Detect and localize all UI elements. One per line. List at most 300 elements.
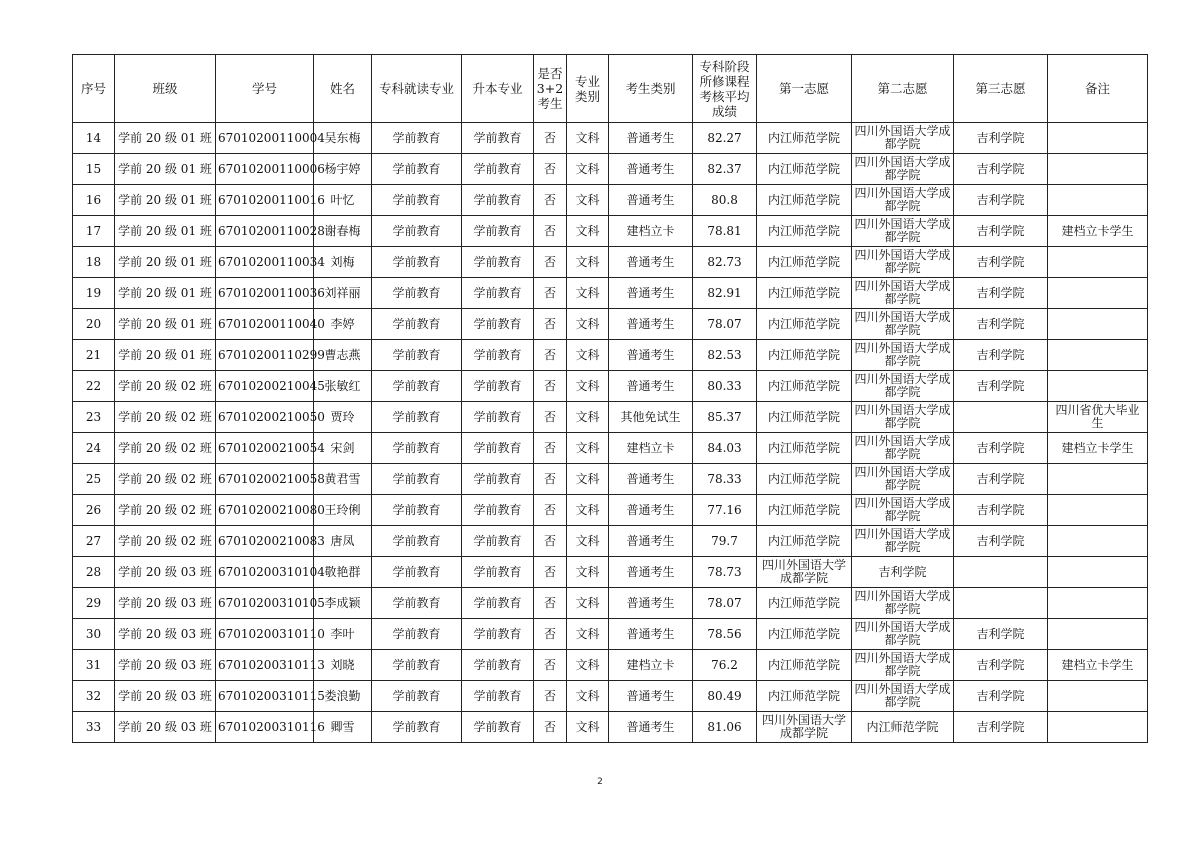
college-major-cell: 学前教育 bbox=[372, 712, 462, 743]
subject-type-cell: 文科 bbox=[567, 681, 609, 712]
college-major-cell: 学前教育 bbox=[372, 185, 462, 216]
target-major-cell: 学前教育 bbox=[462, 588, 534, 619]
average-score-cell: 78.56 bbox=[693, 619, 757, 650]
class-cell: 学前 20 级 02 班 bbox=[115, 464, 216, 495]
average-score-cell: 78.07 bbox=[693, 309, 757, 340]
class-cell: 学前 20 级 03 班 bbox=[115, 650, 216, 681]
index-cell: 30 bbox=[73, 619, 115, 650]
college-major-cell: 学前教育 bbox=[372, 247, 462, 278]
subject-type-cell: 文科 bbox=[567, 278, 609, 309]
header-candidate-type: 考生类别 bbox=[609, 55, 693, 123]
first-choice-cell: 内江师范学院 bbox=[757, 681, 852, 712]
header-name: 姓名 bbox=[314, 55, 372, 123]
target-major-cell: 学前教育 bbox=[462, 278, 534, 309]
remarks-cell bbox=[1048, 557, 1148, 588]
index-cell: 26 bbox=[73, 495, 115, 526]
average-score-cell: 81.06 bbox=[693, 712, 757, 743]
third-choice-cell: 吉利学院 bbox=[954, 681, 1048, 712]
page-number: 2 bbox=[597, 777, 603, 787]
header-college-major: 专科就读专业 bbox=[372, 55, 462, 123]
average-score-cell: 80.8 bbox=[693, 185, 757, 216]
second-choice-cell: 吉利学院 bbox=[852, 557, 954, 588]
index-cell: 29 bbox=[73, 588, 115, 619]
remarks-cell: 建档立卡学生 bbox=[1048, 650, 1148, 681]
table-row bbox=[73, 309, 1148, 340]
third-choice-cell: 吉利学院 bbox=[954, 247, 1048, 278]
subject-type-cell: 文科 bbox=[567, 526, 609, 557]
target-major-cell: 学前教育 bbox=[462, 712, 534, 743]
second-choice-cell: 四川外国语大学成都学院 bbox=[852, 371, 954, 402]
college-major-cell: 学前教育 bbox=[372, 464, 462, 495]
candidate-type-cell: 普通考生 bbox=[609, 712, 693, 743]
index-cell: 18 bbox=[73, 247, 115, 278]
college-major-cell: 学前教育 bbox=[372, 371, 462, 402]
third-choice-cell: 吉利学院 bbox=[954, 123, 1048, 154]
student-id-cell: 67010200110034 bbox=[216, 247, 314, 278]
class-cell: 学前 20 级 02 班 bbox=[115, 433, 216, 464]
third-choice-cell: 吉利学院 bbox=[954, 154, 1048, 185]
3plus2-cell: 否 bbox=[534, 588, 567, 619]
college-major-cell: 学前教育 bbox=[372, 557, 462, 588]
name-cell: 谢春梅 bbox=[314, 216, 372, 247]
3plus2-cell: 否 bbox=[534, 371, 567, 402]
class-cell: 学前 20 级 01 班 bbox=[115, 123, 216, 154]
subject-type-cell: 文科 bbox=[567, 712, 609, 743]
second-choice-cell: 四川外国语大学成都学院 bbox=[852, 154, 954, 185]
subject-type-cell: 文科 bbox=[567, 340, 609, 371]
table-header-row bbox=[73, 55, 1148, 123]
first-choice-cell: 内江师范学院 bbox=[757, 340, 852, 371]
header-third-choice: 第三志愿 bbox=[954, 55, 1048, 123]
3plus2-cell: 否 bbox=[534, 464, 567, 495]
name-cell: 刘晓 bbox=[314, 650, 372, 681]
student-id-cell: 67010200310113 bbox=[216, 650, 314, 681]
student-id-cell: 67010200210058 bbox=[216, 464, 314, 495]
first-choice-cell: 内江师范学院 bbox=[757, 464, 852, 495]
table-row bbox=[73, 588, 1148, 619]
index-cell: 28 bbox=[73, 557, 115, 588]
subject-type-cell: 文科 bbox=[567, 495, 609, 526]
remarks-cell bbox=[1048, 185, 1148, 216]
student-application-table bbox=[72, 54, 1148, 743]
subject-type-cell: 文科 bbox=[567, 185, 609, 216]
remarks-cell bbox=[1048, 123, 1148, 154]
student-id-cell: 67010200110040 bbox=[216, 309, 314, 340]
student-id-cell: 67010200110036 bbox=[216, 278, 314, 309]
subject-type-cell: 文科 bbox=[567, 650, 609, 681]
average-score-cell: 82.53 bbox=[693, 340, 757, 371]
third-choice-cell: 吉利学院 bbox=[954, 216, 1048, 247]
3plus2-cell: 否 bbox=[534, 712, 567, 743]
name-cell: 杨宇婷 bbox=[314, 154, 372, 185]
subject-type-cell: 文科 bbox=[567, 619, 609, 650]
table-row bbox=[73, 185, 1148, 216]
candidate-type-cell: 普通考生 bbox=[609, 495, 693, 526]
second-choice-cell: 四川外国语大学成都学院 bbox=[852, 247, 954, 278]
student-id-cell: 67010200310115 bbox=[216, 681, 314, 712]
header-index: 序号 bbox=[73, 55, 115, 123]
index-cell: 16 bbox=[73, 185, 115, 216]
candidate-type-cell: 普通考生 bbox=[609, 681, 693, 712]
target-major-cell: 学前教育 bbox=[462, 247, 534, 278]
class-cell: 学前 20 级 01 班 bbox=[115, 309, 216, 340]
average-score-cell: 82.91 bbox=[693, 278, 757, 309]
subject-type-cell: 文科 bbox=[567, 433, 609, 464]
remarks-cell bbox=[1048, 681, 1148, 712]
first-choice-cell: 内江师范学院 bbox=[757, 278, 852, 309]
subject-type-cell: 文科 bbox=[567, 309, 609, 340]
index-cell: 19 bbox=[73, 278, 115, 309]
student-id-cell: 67010200210083 bbox=[216, 526, 314, 557]
target-major-cell: 学前教育 bbox=[462, 681, 534, 712]
class-cell: 学前 20 级 03 班 bbox=[115, 712, 216, 743]
name-cell: 李婷 bbox=[314, 309, 372, 340]
third-choice-cell: 吉利学院 bbox=[954, 433, 1048, 464]
student-id-cell: 67010200210045 bbox=[216, 371, 314, 402]
3plus2-cell: 否 bbox=[534, 247, 567, 278]
student-id-cell: 67010200110016 bbox=[216, 185, 314, 216]
second-choice-cell: 四川外国语大学成都学院 bbox=[852, 526, 954, 557]
name-cell: 李成颖 bbox=[314, 588, 372, 619]
3plus2-cell: 否 bbox=[534, 185, 567, 216]
candidate-type-cell: 普通考生 bbox=[609, 588, 693, 619]
first-choice-cell: 内江师范学院 bbox=[757, 309, 852, 340]
table-row bbox=[73, 433, 1148, 464]
target-major-cell: 学前教育 bbox=[462, 464, 534, 495]
third-choice-cell: 吉利学院 bbox=[954, 526, 1048, 557]
third-choice-cell bbox=[954, 557, 1048, 588]
name-cell: 黄君雪 bbox=[314, 464, 372, 495]
second-choice-cell: 四川外国语大学成都学院 bbox=[852, 681, 954, 712]
average-score-cell: 80.49 bbox=[693, 681, 757, 712]
third-choice-cell bbox=[954, 402, 1048, 433]
subject-type-cell: 文科 bbox=[567, 247, 609, 278]
second-choice-cell: 四川外国语大学成都学院 bbox=[852, 123, 954, 154]
average-score-cell: 79.7 bbox=[693, 526, 757, 557]
college-major-cell: 学前教育 bbox=[372, 309, 462, 340]
first-choice-cell: 内江师范学院 bbox=[757, 216, 852, 247]
3plus2-cell: 否 bbox=[534, 402, 567, 433]
3plus2-cell: 否 bbox=[534, 216, 567, 247]
name-cell: 叶忆 bbox=[314, 185, 372, 216]
table-row bbox=[73, 557, 1148, 588]
first-choice-cell: 内江师范学院 bbox=[757, 588, 852, 619]
candidate-type-cell: 普通考生 bbox=[609, 278, 693, 309]
3plus2-cell: 否 bbox=[534, 557, 567, 588]
subject-type-cell: 文科 bbox=[567, 402, 609, 433]
student-id-cell: 67010200210050 bbox=[216, 402, 314, 433]
student-id-cell: 67010200310110 bbox=[216, 619, 314, 650]
college-major-cell: 学前教育 bbox=[372, 340, 462, 371]
candidate-type-cell: 普通考生 bbox=[609, 247, 693, 278]
name-cell: 刘祥丽 bbox=[314, 278, 372, 309]
student-id-cell: 67010200210080 bbox=[216, 495, 314, 526]
class-cell: 学前 20 级 02 班 bbox=[115, 526, 216, 557]
third-choice-cell: 吉利学院 bbox=[954, 619, 1048, 650]
class-cell: 学前 20 级 03 班 bbox=[115, 619, 216, 650]
second-choice-cell: 内江师范学院 bbox=[852, 712, 954, 743]
target-major-cell: 学前教育 bbox=[462, 526, 534, 557]
subject-type-cell: 文科 bbox=[567, 371, 609, 402]
index-cell: 17 bbox=[73, 216, 115, 247]
candidate-type-cell: 普通考生 bbox=[609, 557, 693, 588]
average-score-cell: 80.33 bbox=[693, 371, 757, 402]
first-choice-cell: 四川外国语大学成都学院 bbox=[757, 557, 852, 588]
target-major-cell: 学前教育 bbox=[462, 619, 534, 650]
average-score-cell: 85.37 bbox=[693, 402, 757, 433]
second-choice-cell: 四川外国语大学成都学院 bbox=[852, 185, 954, 216]
subject-type-cell: 文科 bbox=[567, 557, 609, 588]
remarks-cell bbox=[1048, 154, 1148, 185]
name-cell: 刘梅 bbox=[314, 247, 372, 278]
class-cell: 学前 20 级 02 班 bbox=[115, 402, 216, 433]
remarks-cell: 建档立卡学生 bbox=[1048, 216, 1148, 247]
index-cell: 25 bbox=[73, 464, 115, 495]
first-choice-cell: 内江师范学院 bbox=[757, 619, 852, 650]
first-choice-cell: 内江师范学院 bbox=[757, 495, 852, 526]
name-cell: 曹志燕 bbox=[314, 340, 372, 371]
header-first-choice: 第一志愿 bbox=[757, 55, 852, 123]
target-major-cell: 学前教育 bbox=[462, 650, 534, 681]
index-cell: 31 bbox=[73, 650, 115, 681]
header-average-score: 专科阶段所修课程考核平均成绩 bbox=[693, 55, 757, 123]
remarks-cell bbox=[1048, 588, 1148, 619]
third-choice-cell: 吉利学院 bbox=[954, 371, 1048, 402]
first-choice-cell: 内江师范学院 bbox=[757, 402, 852, 433]
target-major-cell: 学前教育 bbox=[462, 371, 534, 402]
second-choice-cell: 四川外国语大学成都学院 bbox=[852, 464, 954, 495]
remarks-cell bbox=[1048, 712, 1148, 743]
3plus2-cell: 否 bbox=[534, 123, 567, 154]
target-major-cell: 学前教育 bbox=[462, 433, 534, 464]
first-choice-cell: 内江师范学院 bbox=[757, 123, 852, 154]
table-row bbox=[73, 371, 1148, 402]
remarks-cell bbox=[1048, 309, 1148, 340]
class-cell: 学前 20 级 03 班 bbox=[115, 588, 216, 619]
college-major-cell: 学前教育 bbox=[372, 619, 462, 650]
average-score-cell: 84.03 bbox=[693, 433, 757, 464]
college-major-cell: 学前教育 bbox=[372, 681, 462, 712]
table-row bbox=[73, 340, 1148, 371]
table-row bbox=[73, 464, 1148, 495]
name-cell: 唐凤 bbox=[314, 526, 372, 557]
remarks-cell bbox=[1048, 340, 1148, 371]
index-cell: 27 bbox=[73, 526, 115, 557]
header-target-major: 升本专业 bbox=[462, 55, 534, 123]
3plus2-cell: 否 bbox=[534, 433, 567, 464]
target-major-cell: 学前教育 bbox=[462, 216, 534, 247]
college-major-cell: 学前教育 bbox=[372, 433, 462, 464]
name-cell: 贾玲 bbox=[314, 402, 372, 433]
class-cell: 学前 20 级 03 班 bbox=[115, 681, 216, 712]
class-cell: 学前 20 级 01 班 bbox=[115, 216, 216, 247]
header-remarks: 备注 bbox=[1048, 55, 1148, 123]
candidate-type-cell: 普通考生 bbox=[609, 154, 693, 185]
table-row bbox=[73, 650, 1148, 681]
average-score-cell: 76.2 bbox=[693, 650, 757, 681]
header-student-id: 学号 bbox=[216, 55, 314, 123]
first-choice-cell: 内江师范学院 bbox=[757, 650, 852, 681]
header-3plus2: 是否3+2考生 bbox=[534, 55, 567, 123]
remarks-cell bbox=[1048, 371, 1148, 402]
second-choice-cell: 四川外国语大学成都学院 bbox=[852, 588, 954, 619]
target-major-cell: 学前教育 bbox=[462, 123, 534, 154]
name-cell: 宋剑 bbox=[314, 433, 372, 464]
candidate-type-cell: 普通考生 bbox=[609, 185, 693, 216]
index-cell: 23 bbox=[73, 402, 115, 433]
student-id-cell: 67010200110004 bbox=[216, 123, 314, 154]
average-score-cell: 78.07 bbox=[693, 588, 757, 619]
average-score-cell: 82.73 bbox=[693, 247, 757, 278]
table-row bbox=[73, 402, 1148, 433]
subject-type-cell: 文科 bbox=[567, 588, 609, 619]
second-choice-cell: 四川外国语大学成都学院 bbox=[852, 309, 954, 340]
college-major-cell: 学前教育 bbox=[372, 278, 462, 309]
second-choice-cell: 四川外国语大学成都学院 bbox=[852, 340, 954, 371]
student-id-cell: 67010200310105 bbox=[216, 588, 314, 619]
college-major-cell: 学前教育 bbox=[372, 495, 462, 526]
remarks-cell bbox=[1048, 619, 1148, 650]
candidate-type-cell: 建档立卡 bbox=[609, 216, 693, 247]
candidate-type-cell: 普通考生 bbox=[609, 309, 693, 340]
name-cell: 娄浪勤 bbox=[314, 681, 372, 712]
average-score-cell: 82.37 bbox=[693, 154, 757, 185]
header-second-choice: 第二志愿 bbox=[852, 55, 954, 123]
subject-type-cell: 文科 bbox=[567, 464, 609, 495]
header-class: 班级 bbox=[115, 55, 216, 123]
college-major-cell: 学前教育 bbox=[372, 402, 462, 433]
class-cell: 学前 20 级 02 班 bbox=[115, 371, 216, 402]
index-cell: 33 bbox=[73, 712, 115, 743]
second-choice-cell: 四川外国语大学成都学院 bbox=[852, 495, 954, 526]
3plus2-cell: 否 bbox=[534, 526, 567, 557]
name-cell: 敬艳群 bbox=[314, 557, 372, 588]
first-choice-cell: 内江师范学院 bbox=[757, 247, 852, 278]
remarks-cell bbox=[1048, 278, 1148, 309]
third-choice-cell: 吉利学院 bbox=[954, 309, 1048, 340]
index-cell: 21 bbox=[73, 340, 115, 371]
class-cell: 学前 20 级 01 班 bbox=[115, 154, 216, 185]
table-row bbox=[73, 495, 1148, 526]
class-cell: 学前 20 级 01 班 bbox=[115, 247, 216, 278]
third-choice-cell: 吉利学院 bbox=[954, 278, 1048, 309]
3plus2-cell: 否 bbox=[534, 154, 567, 185]
class-cell: 学前 20 级 02 班 bbox=[115, 495, 216, 526]
table-row bbox=[73, 712, 1148, 743]
third-choice-cell: 吉利学院 bbox=[954, 340, 1048, 371]
target-major-cell: 学前教育 bbox=[462, 340, 534, 371]
name-cell: 吴东梅 bbox=[314, 123, 372, 154]
class-cell: 学前 20 级 01 班 bbox=[115, 278, 216, 309]
target-major-cell: 学前教育 bbox=[462, 402, 534, 433]
college-major-cell: 学前教育 bbox=[372, 526, 462, 557]
candidate-type-cell: 普通考生 bbox=[609, 526, 693, 557]
candidate-type-cell: 建档立卡 bbox=[609, 650, 693, 681]
first-choice-cell: 四川外国语大学成都学院 bbox=[757, 712, 852, 743]
third-choice-cell bbox=[954, 588, 1048, 619]
candidate-type-cell: 普通考生 bbox=[609, 371, 693, 402]
college-major-cell: 学前教育 bbox=[372, 588, 462, 619]
third-choice-cell: 吉利学院 bbox=[954, 650, 1048, 681]
second-choice-cell: 四川外国语大学成都学院 bbox=[852, 278, 954, 309]
name-cell: 张敏红 bbox=[314, 371, 372, 402]
candidate-type-cell: 建档立卡 bbox=[609, 433, 693, 464]
subject-type-cell: 文科 bbox=[567, 154, 609, 185]
second-choice-cell: 四川外国语大学成都学院 bbox=[852, 216, 954, 247]
remarks-cell: 四川省优大毕业生 bbox=[1048, 402, 1148, 433]
first-choice-cell: 内江师范学院 bbox=[757, 371, 852, 402]
student-id-cell: 67010200210054 bbox=[216, 433, 314, 464]
index-cell: 20 bbox=[73, 309, 115, 340]
remarks-cell bbox=[1048, 495, 1148, 526]
candidate-type-cell: 普通考生 bbox=[609, 464, 693, 495]
header-subject-type: 专业类别 bbox=[567, 55, 609, 123]
average-score-cell: 78.73 bbox=[693, 557, 757, 588]
college-major-cell: 学前教育 bbox=[372, 154, 462, 185]
3plus2-cell: 否 bbox=[534, 309, 567, 340]
class-cell: 学前 20 级 01 班 bbox=[115, 340, 216, 371]
index-cell: 15 bbox=[73, 154, 115, 185]
target-major-cell: 学前教育 bbox=[462, 154, 534, 185]
name-cell: 王玲俐 bbox=[314, 495, 372, 526]
candidate-type-cell: 普通考生 bbox=[609, 619, 693, 650]
college-major-cell: 学前教育 bbox=[372, 650, 462, 681]
name-cell: 李叶 bbox=[314, 619, 372, 650]
second-choice-cell: 四川外国语大学成都学院 bbox=[852, 619, 954, 650]
table-row bbox=[73, 247, 1148, 278]
second-choice-cell: 四川外国语大学成都学院 bbox=[852, 650, 954, 681]
third-choice-cell: 吉利学院 bbox=[954, 464, 1048, 495]
first-choice-cell: 内江师范学院 bbox=[757, 433, 852, 464]
remarks-cell bbox=[1048, 464, 1148, 495]
third-choice-cell: 吉利学院 bbox=[954, 185, 1048, 216]
table-row bbox=[73, 123, 1148, 154]
table-row bbox=[73, 526, 1148, 557]
second-choice-cell: 四川外国语大学成都学院 bbox=[852, 402, 954, 433]
remarks-cell bbox=[1048, 526, 1148, 557]
student-id-cell: 67010200110028 bbox=[216, 216, 314, 247]
student-id-cell: 67010200310116 bbox=[216, 712, 314, 743]
remarks-cell bbox=[1048, 247, 1148, 278]
table-row bbox=[73, 216, 1148, 247]
student-id-cell: 67010200110299 bbox=[216, 340, 314, 371]
second-choice-cell: 四川外国语大学成都学院 bbox=[852, 433, 954, 464]
3plus2-cell: 否 bbox=[534, 619, 567, 650]
subject-type-cell: 文科 bbox=[567, 216, 609, 247]
college-major-cell: 学前教育 bbox=[372, 216, 462, 247]
table-row bbox=[73, 619, 1148, 650]
3plus2-cell: 否 bbox=[534, 340, 567, 371]
average-score-cell: 82.27 bbox=[693, 123, 757, 154]
candidate-type-cell: 普通考生 bbox=[609, 340, 693, 371]
index-cell: 32 bbox=[73, 681, 115, 712]
first-choice-cell: 内江师范学院 bbox=[757, 526, 852, 557]
average-score-cell: 77.16 bbox=[693, 495, 757, 526]
average-score-cell: 78.81 bbox=[693, 216, 757, 247]
target-major-cell: 学前教育 bbox=[462, 309, 534, 340]
target-major-cell: 学前教育 bbox=[462, 185, 534, 216]
table-row bbox=[73, 278, 1148, 309]
index-cell: 22 bbox=[73, 371, 115, 402]
3plus2-cell: 否 bbox=[534, 681, 567, 712]
3plus2-cell: 否 bbox=[534, 495, 567, 526]
first-choice-cell: 内江师范学院 bbox=[757, 154, 852, 185]
candidate-type-cell: 普通考生 bbox=[609, 123, 693, 154]
table-row bbox=[73, 154, 1148, 185]
average-score-cell: 78.33 bbox=[693, 464, 757, 495]
3plus2-cell: 否 bbox=[534, 278, 567, 309]
target-major-cell: 学前教育 bbox=[462, 557, 534, 588]
